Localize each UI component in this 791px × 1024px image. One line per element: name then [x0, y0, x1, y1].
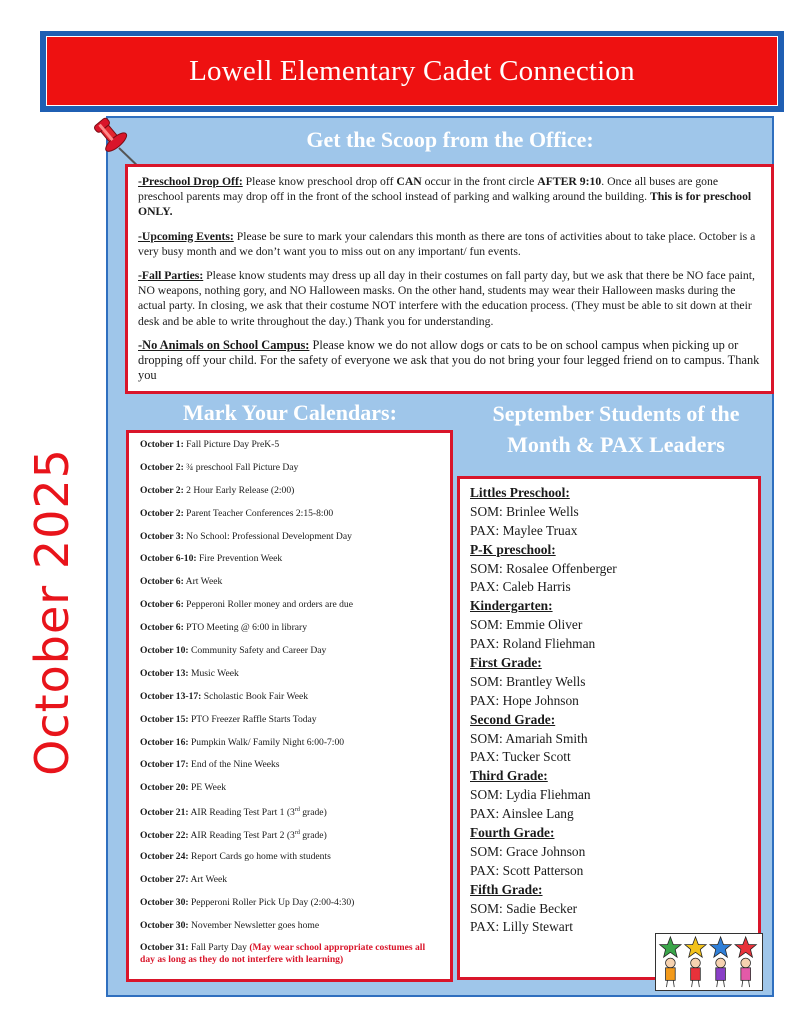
calendar-event: October 13-17: Scholastic Book Fair Week [140, 690, 309, 702]
calendar-event: October 13: Music Week [140, 667, 239, 679]
som-winner: SOM: Emmie Oliver [470, 617, 583, 633]
calendar-event: October 24: Report Cards go home with students [140, 851, 331, 863]
calendar-event: October 27: Art Week [140, 873, 228, 885]
calendar-event: October 1: Fall Picture Day PreK-5 [140, 439, 280, 450]
calendar-event: October 2: Parent Teacher Conferences 2:15-8:00 [140, 507, 334, 519]
notice-no-animals: -No Animals on School Campus: Please know we do not allow dogs or cats to be on school campus when picking up or dropping off your child. For the safety of everyone we ask that you do not bring your four legged friend on to campus. Thank you [138, 337, 760, 383]
som-grade-heading: Fifth Grade: [470, 881, 543, 897]
pax-leader: PAX: Roland Fliehman [470, 636, 596, 652]
som-grade-heading: Littles Preschool: [470, 485, 570, 500]
calendar-event: October 6: PTO Meeting @ 6:00 in library [140, 622, 308, 634]
calendar-event: October 17: End of the Nine Weeks [140, 759, 280, 771]
newsletter-title: Lowell Elementary Cadet Connection [189, 54, 635, 87]
som-winner: SOM: Grace Johnson [470, 843, 586, 859]
notice-fall-parties: -Fall Parties: Please know students may dress up all day in their costumes on fall party day, but we ask that there be NO face paint, NO weapons, nothing gory, and NO Halloween masks. On the other hand, students may wear their Halloween masks during the actual party. In closing, we ask that their costume NOT interfere with the education process. (They must be able to sit down at their desk and be able to write throughout the day.) Thank you for understanding. [138, 269, 755, 328]
notice-upcoming-events: -Upcoming Events: Please be sure to mark your calendars this month as there are tons of activities about to take place. October is a very busy month and we don’t want you to miss out on any important/ fun events. [138, 229, 756, 258]
som-grade-heading: Second Grade: [470, 711, 556, 727]
calendar-event: October 6-10: Fire Prevention Week [140, 553, 283, 565]
calendar-event: October 22: AIR Reading Test Part 2 (3rd grade) [140, 830, 327, 842]
students-of-month-box [457, 476, 761, 980]
som-winner: SOM: Lydia Fliehman [470, 787, 591, 803]
calendar-event: October 10: Community Safety and Career Day [140, 645, 327, 657]
som-winner: SOM: Rosalee Offenberger [470, 560, 617, 576]
calendar-event-last: October 31: Fall Party Day (May wear school appropriate costumes all day as long as they do not interfere with learning) [140, 941, 426, 966]
som-winner: SOM: Brinlee Wells [470, 503, 579, 519]
calendar-section-title: Mark Your Calendars: [183, 400, 397, 425]
calendar-event-list-2 [140, 850, 442, 942]
calendar-event: October 16: Pumpkin Walk/ Family Night 6:00-7:00 [140, 736, 345, 748]
pax-leader: PAX: Tucker Scott [470, 749, 571, 765]
pax-leader: PAX: Caleb Harris [470, 579, 571, 595]
som-winner: SOM: Sadie Becker [470, 900, 578, 916]
som-list [470, 484, 758, 937]
calendar-box [126, 430, 453, 982]
calendar-event: October 6: Art Week [140, 576, 223, 588]
kids-stars-clipart [655, 933, 763, 991]
side-title: October 2025 [25, 448, 79, 776]
som-grade-heading: Fourth Grade: [470, 825, 555, 841]
som-grade-heading: First Grade: [470, 655, 542, 671]
som-grade-heading: Kindergarten: [470, 598, 553, 614]
calendar-event: October 20: PE Week [140, 782, 226, 794]
calendar-event: October 30: November Newsletter goes home [140, 919, 320, 931]
office-notices-box [125, 164, 774, 394]
som-grade-heading: Third Grade: [470, 768, 548, 784]
calendar-event: October 6: Pepperoni Roller money and orders are due [140, 599, 353, 611]
notice-preschool-drop-off: -Preschool Drop Off: Please know preschool drop off CAN occur in the front circle AFTER 9:10. Once all buses are gone preschool parents may drop off in the front of the school instead of parking and walking around the building. This is for preschool ONLY. [138, 175, 752, 219]
calendar-event: October 3: No School: Professional Development Day [140, 530, 352, 542]
calendar-event: October 30: Pepperoni Roller Pick Up Day (2:00-4:30) [140, 896, 355, 908]
pax-leader: PAX: Maylee Truax [470, 522, 578, 538]
calendar-event: October 21: AIR Reading Test Part 1 (3rd grade) [140, 807, 327, 819]
pax-leader: PAX: Ainslee Lang [470, 806, 574, 822]
calendar-event: October 2: ¾ preschool Fall Picture Day [140, 461, 299, 473]
calendar-event-list [140, 438, 442, 804]
calendar-event: October 15: PTO Freezer Raffle Starts Today [140, 713, 317, 725]
calendar-event: October 2: 2 Hour Early Release (2:00) [140, 484, 295, 496]
som-winner: SOM: Amariah Smith [470, 730, 588, 746]
som-section-title: September Students of the Month & PAX Leaders [492, 401, 740, 457]
som-grade-heading: P-K preschool: [470, 541, 556, 557]
banner [46, 36, 778, 106]
som-winner: SOM: Brantley Wells [470, 673, 586, 689]
pax-leader: PAX: Hope Johnson [470, 692, 579, 708]
pax-leader: PAX: Scott Patterson [470, 862, 584, 878]
office-section-title: Get the Scoop from the Office: [306, 127, 594, 152]
pax-leader: PAX: Lilly Stewart [470, 919, 573, 935]
